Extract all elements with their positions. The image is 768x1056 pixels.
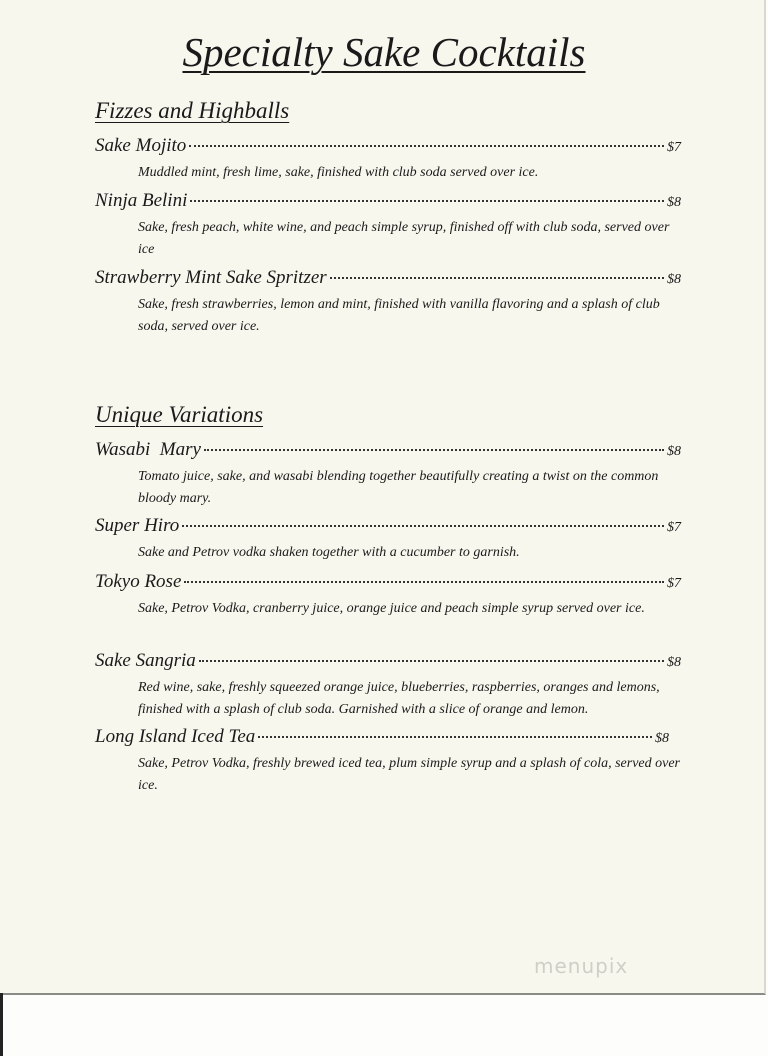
item-price: $8 [667, 444, 681, 459]
item-description: Sake, Petrov Vodka, cranberry juice, orange juice and peach simple syrup served over ice. [138, 601, 645, 616]
item-price: $7 [667, 520, 681, 535]
scan-edge [0, 993, 3, 1056]
dot-leader [184, 581, 664, 583]
dot-leader [190, 200, 664, 202]
item-description: Sake, fresh peach, white wine, and peach simple syrup, finished off with club soda, served over ice [138, 220, 670, 257]
section-heading-fizzes: Fizzes and Highballs [95, 98, 290, 123]
item-name: Super Hiro [95, 515, 180, 536]
item-name: Long Island Iced Tea [95, 726, 256, 747]
dot-leader [182, 525, 664, 527]
item-price: $8 [655, 731, 669, 746]
item-description: Sake and Petrov vodka shaken together with a cucumber to garnish. [138, 545, 520, 560]
item-price: $8 [667, 655, 681, 670]
menu-item [95, 570, 681, 620]
dot-leader [199, 660, 664, 662]
item-price: $7 [667, 576, 681, 591]
item-name: Strawberry Mint Sake Spritzer [95, 267, 327, 288]
menu-item [95, 134, 681, 184]
dot-leader [189, 145, 664, 147]
section-heading-unique: Unique Variations [95, 402, 264, 427]
item-name: Sake Sangria [95, 650, 196, 671]
item-description: Red wine, sake, freshly squeezed orange juice, blueberries, raspberries, oranges and lemons, finished with a splash of club soda. Garnished with a slice of orange and lemon. [138, 680, 660, 717]
watermark: menupix [534, 954, 629, 978]
item-price: $7 [667, 140, 681, 155]
item-name: Tokyo Rose [95, 571, 182, 592]
item-name: Wasabi Mary [95, 439, 201, 460]
menu-item [95, 649, 681, 721]
menu-item [95, 189, 681, 261]
item-description: Sake, Petrov Vodka, freshly brewed iced tea, plum simple syrup and a splash of cola, served over ice. [138, 756, 680, 793]
menu-item [95, 266, 681, 338]
item-description: Sake, fresh strawberries, lemon and mint, finished with vanilla flavoring and a splash of club soda, served over ice. [138, 297, 660, 334]
menu-item [95, 438, 681, 510]
menu-item [95, 514, 681, 564]
item-name: Ninja Belini [95, 190, 188, 211]
item-price: $8 [667, 195, 681, 210]
dot-leader [258, 736, 652, 738]
menu-item [95, 725, 680, 797]
item-name: Sake Mojito [95, 135, 187, 156]
item-description: Muddled mint, fresh lime, sake, finished with club soda served over ice. [138, 165, 539, 180]
dot-leader [330, 277, 664, 279]
dot-leader [204, 449, 664, 451]
item-description: Tomato juice, sake, and wasabi blending together beautifully creating a twist on the common bloody mary. [138, 469, 659, 506]
menu-title: Specialty Sake Cocktails [182, 29, 586, 75]
item-price: $8 [667, 272, 681, 287]
